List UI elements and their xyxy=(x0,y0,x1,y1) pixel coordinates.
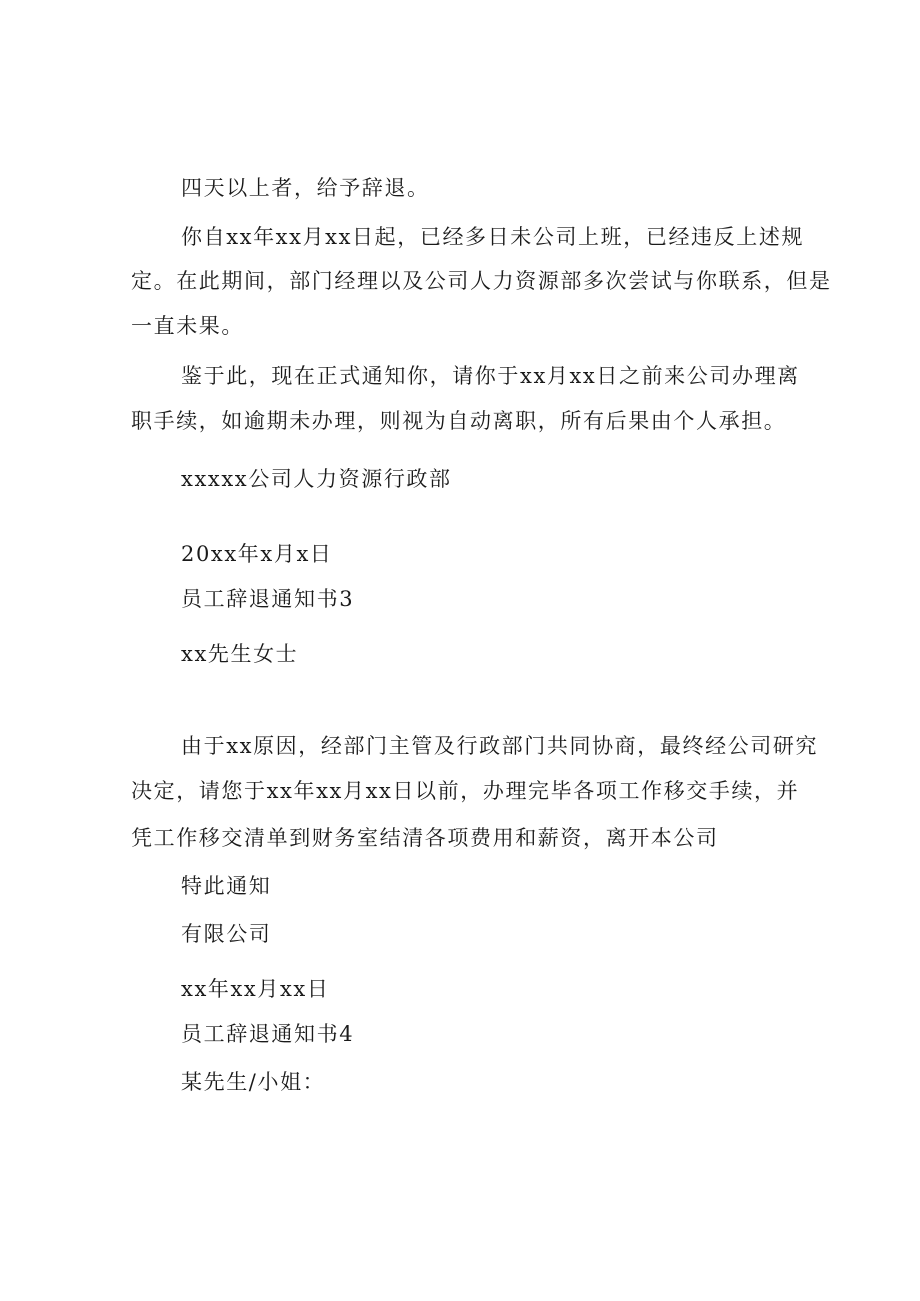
paragraph-line: 凭工作移交清单到财务室结清各项费用和薪资，离开本公司 xyxy=(131,826,719,850)
paragraph-line: 职手续，如逾期未办理，则视为自动离职，所有后果由个人承担。 xyxy=(131,409,787,433)
salutation: xx先生女士 xyxy=(181,642,299,666)
date-line: 20xx年x月x日 xyxy=(181,542,333,566)
paragraph-line: 四天以上者，给予辞退。 xyxy=(181,176,430,200)
paragraph-line: 鉴于此，现在正式通知你，请你于xx月xx日之前来公司办理离 xyxy=(181,364,800,388)
paragraph-line: 定。在此期间，部门经理以及公司人力资源部多次尝试与你联系，但是 xyxy=(131,269,832,293)
company-name: 有限公司 xyxy=(181,922,272,946)
salutation: 某先生/小姐： xyxy=(181,1070,326,1094)
paragraph-line: 你自xx年xx月xx日起，已经多日未公司上班，已经违反上述规 xyxy=(181,225,805,249)
sender-line: xxxxx公司人力资源行政部 xyxy=(181,467,452,491)
paragraph-line: 一直未果。 xyxy=(131,314,244,338)
section-title: 员工辞退通知书4 xyxy=(181,1022,355,1046)
closing-notice: 特此通知 xyxy=(181,874,272,898)
paragraph-line: 决定，请您于xx年xx月xx日以前，办理完毕各项工作移交手续，并 xyxy=(131,779,800,803)
paragraph-line: 由于xx原因，经部门主管及行政部门共同协商，最终经公司研究 xyxy=(181,734,819,758)
date-line: xx年xx月xx日 xyxy=(181,977,330,1001)
section-title: 员工辞退通知书3 xyxy=(181,587,355,611)
